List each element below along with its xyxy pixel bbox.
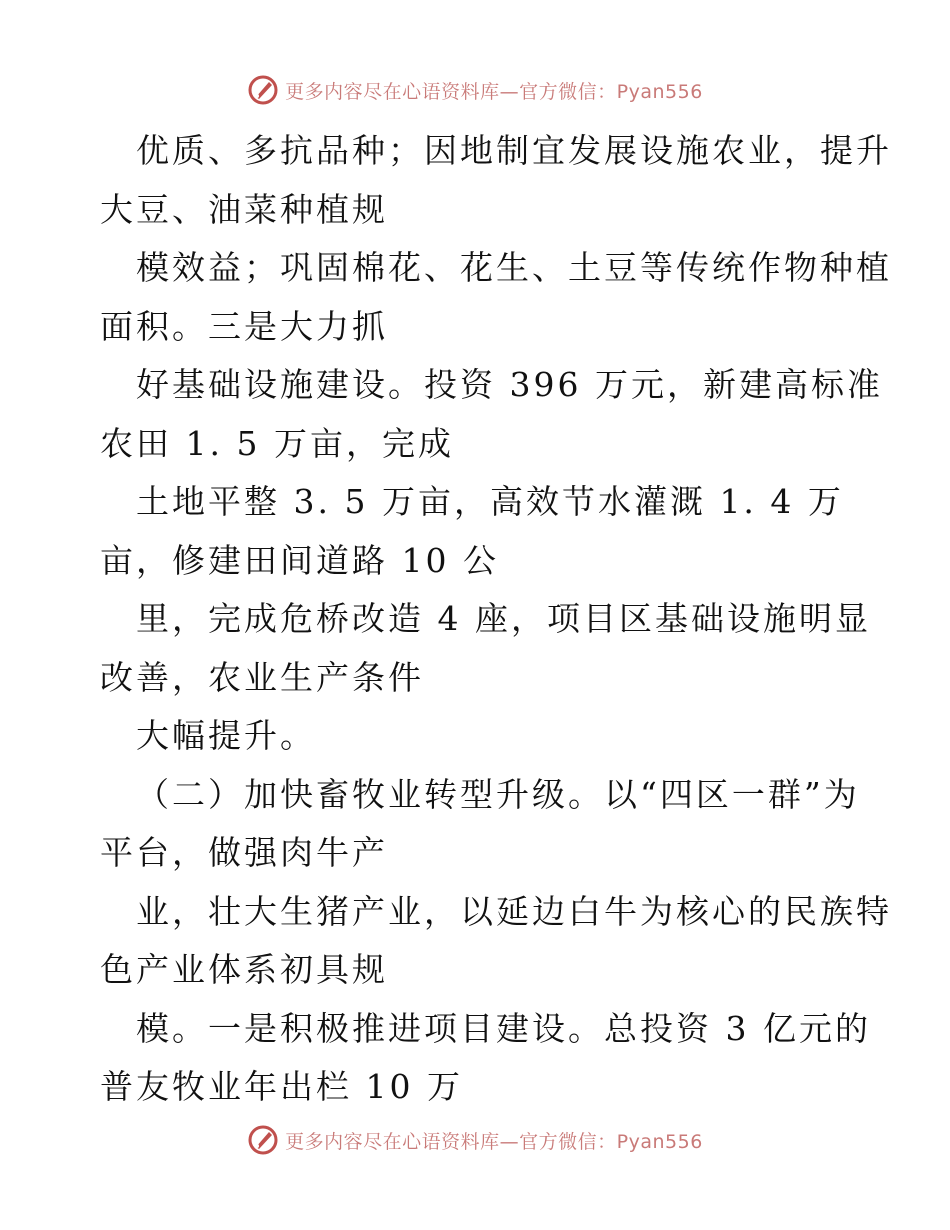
document-body: [100, 122, 892, 1117]
watermark-text: 更多内容尽在心语资料库—官方微信：Pyan556: [285, 1130, 703, 1153]
text-line: （二）加快畜牧业转型升级。以“四区一群”为: [136, 774, 860, 814]
text-line: 模。一是积极推进项目建设。总投资 3 亿元的: [136, 1008, 871, 1048]
text-line: 土地平整 3. 5 万亩，高效节水灌溉 1. 4 万: [136, 482, 844, 521]
pen-in-circle-logo-icon: [247, 1124, 279, 1156]
footer-watermark: [0, 1120, 950, 1160]
watermark-text: 更多内容尽在心语资料库—官方微信：Pyan556: [285, 80, 703, 103]
text-line: 好基础设施建设。投资 396 万元，新建高标准: [136, 365, 883, 404]
text-line: 改善，农业生产条件: [100, 657, 424, 697]
text-line: 亩，修建田间道路 10 公: [100, 540, 499, 580]
text-line: 模效益；巩固棉花、花生、土豆等传统作物种植: [136, 248, 892, 287]
text-line: 普友牧业年出栏 10 万: [100, 1067, 463, 1106]
text-line: 农田 1. 5 万亩，完成: [100, 423, 454, 463]
text-line: 大豆、油菜种植规: [100, 189, 388, 229]
text-line: 平台，做强肉牛产: [100, 833, 388, 872]
text-line: 色产业体系初具规: [100, 950, 388, 989]
header-watermark: [0, 70, 950, 110]
text-line: 优质、多抗品种；因地制宜发展设施农业，提升: [136, 131, 892, 170]
text-line: 业，壮大生猪产业，以延边白牛为核心的民族特: [136, 891, 892, 931]
pen-in-circle-logo-icon: [247, 74, 279, 106]
text-line: 里，完成危桥改造 4 座，项目区基础设施明显: [136, 599, 871, 638]
text-line: 面积。三是大力抓: [100, 306, 388, 346]
text-line: 大幅提升。: [136, 716, 316, 755]
